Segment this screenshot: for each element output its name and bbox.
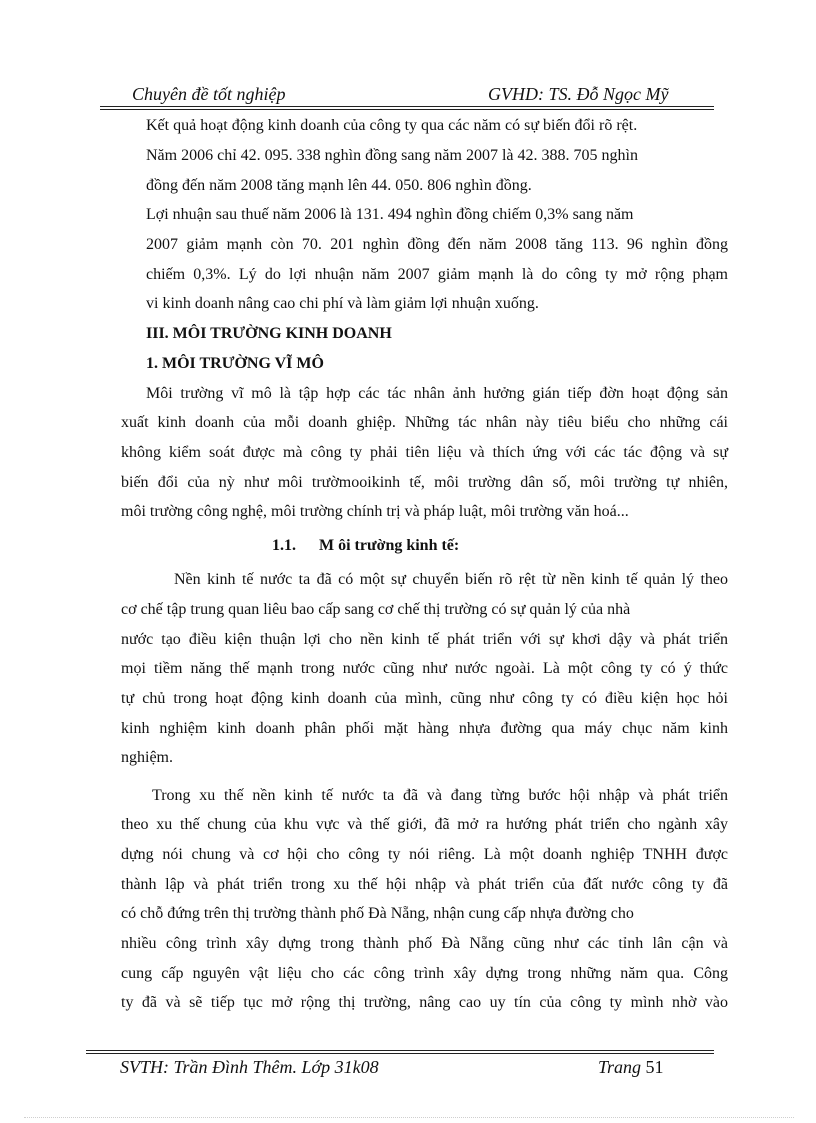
text-line: chiếm 0,3%. Lý do lợi nhuận năm 2007 giảm mạnh là do công ty mở rộng phạm [146,266,728,283]
text-line: Môi trường vĩ mô là tập hợp các tác nhân ảnh hưởng gián tiếp đờn hoạt động sản [146,385,728,402]
text-line: Lợi nhuận sau thuế năm 2006 là 131. 494 nghìn đồng chiếm 0,3% sang năm [146,206,634,223]
text-line: Kết quả hoạt động kinh doanh của công ty qua các năm có sự biến đổi rõ rệt. [146,117,638,134]
text-line: đồng đến năm 2008 tăng mạnh lên 44. 050. 806 nghìn đồng. [146,177,532,194]
footer-student-info: SVTH: Trần Đình Thêm. Lớp 31k08 [120,1057,379,1077]
text-line: nhiều công trình xây dựng trong thành phố Đà Nẵng cũng như các tỉnh lân cận và [121,935,728,952]
page-edge-dotted [24,1117,794,1118]
footer-rule-top [86,1050,714,1051]
page-number-block [598,1057,664,1078]
text-line: thành lập và phát triển trong xu thế hội nhập và phát triển của đất nước công ty đã [121,876,728,893]
text-line: cơ chế tập trung quan liêu bao cấp sang cơ chế thị trường có sự quản lý của nhà [121,601,631,618]
page-label: Trang [598,1057,642,1077]
text-line: môi trường công nghệ, môi trường chính trị và pháp luật, môi trường văn hoá... [121,503,629,520]
text-line: dựng nói chung và cơ hội cho công ty nói riêng. Là một doanh nghiệp TNHH được [121,846,728,863]
page-header [100,82,714,108]
subsection-heading: 1. MÔI TRƯỜNG VĨ MÔ [146,355,324,372]
text-line: xuất kinh doanh của mỗi doanh ghiệp. Những tác nhân này tiêu biểu cho những cái [121,414,728,431]
text-line: tự chủ trong hoạt động kinh doanh của mình, cũng như công ty có điều kiện học hỏi [121,690,728,707]
text-line: mọi tiềm năng thế mạnh trong nước cũng như nước ngoài. Là một công ty có ý thức [121,660,728,677]
text-line: nước tạo điều kiện thuận lợi cho nền kinh tế phát triển với sự khơi dậy và phát triển [121,631,728,648]
section-heading: III. MÔI TRƯỜNG KINH DOANH [146,325,392,342]
header-rule-bottom [100,109,714,110]
heading-number: 1.1. [272,537,296,554]
header-advisor: GVHD: TS. Đỗ Ngọc Mỹ [488,84,669,104]
text-line: vi kinh doanh nâng cao chi phí và làm giảm lợi nhuận xuống. [146,295,539,312]
page-number: 51 [645,1057,664,1077]
text-line: kinh nghiệm kinh doanh phân phối mặt hàng nhựa đường qua máy chục năm kinh [121,720,728,737]
text-line: ty đã và sẽ tiếp tục mở rộng thị trường, nâng cao uy tín của công ty mình nhờ vào [121,994,728,1011]
text-line: nghiệm. [121,749,173,766]
text-line: 2007 giảm mạnh còn 70. 201 nghìn đồng đến năm 2008 tăng 113. 96 nghìn đồng [146,236,728,253]
text-line: Trong xu thế nền kinh tế nước ta đã và đang từng bước hội nhập và phát triển [152,787,728,804]
text-line: cung cấp nguyên vật liệu cho các công trình xây dựng trong những năm qua. Công [121,965,728,982]
header-rule-top [100,106,714,107]
text-line: Nền kinh tế nước ta đã có một sự chuyển biến rõ rệt từ nền kinh tế quản lý theo [174,571,728,588]
text-line: biến đổi của nỳ như môi trườmooikinh tế, môi trường dân số, môi trường tự nhiên, [121,474,728,491]
header-title: Chuyên đề tốt nghiệp [132,84,286,104]
text-line: có chỗ đứng trên thị trường thành phố Đà Nẵng, nhận cung cấp nhựa đường cho [121,905,634,922]
heading-economic-environment: M ôi trường kinh tế: [319,537,460,554]
footer-rule-bottom [86,1053,714,1054]
text-line: theo xu thế chung của khu vực và thế giới, đã mở ra hướng phát triển cho ngành xây [121,816,728,833]
text-line: không kiểm soát được mà công ty phải tiên liệu và thích ứng với các tác động và sự [121,444,728,461]
page-footer [120,1057,714,1078]
text-line: Năm 2006 chỉ 42. 095. 338 nghìn đồng sang năm 2007 là 42. 388. 705 nghìn [146,147,638,164]
